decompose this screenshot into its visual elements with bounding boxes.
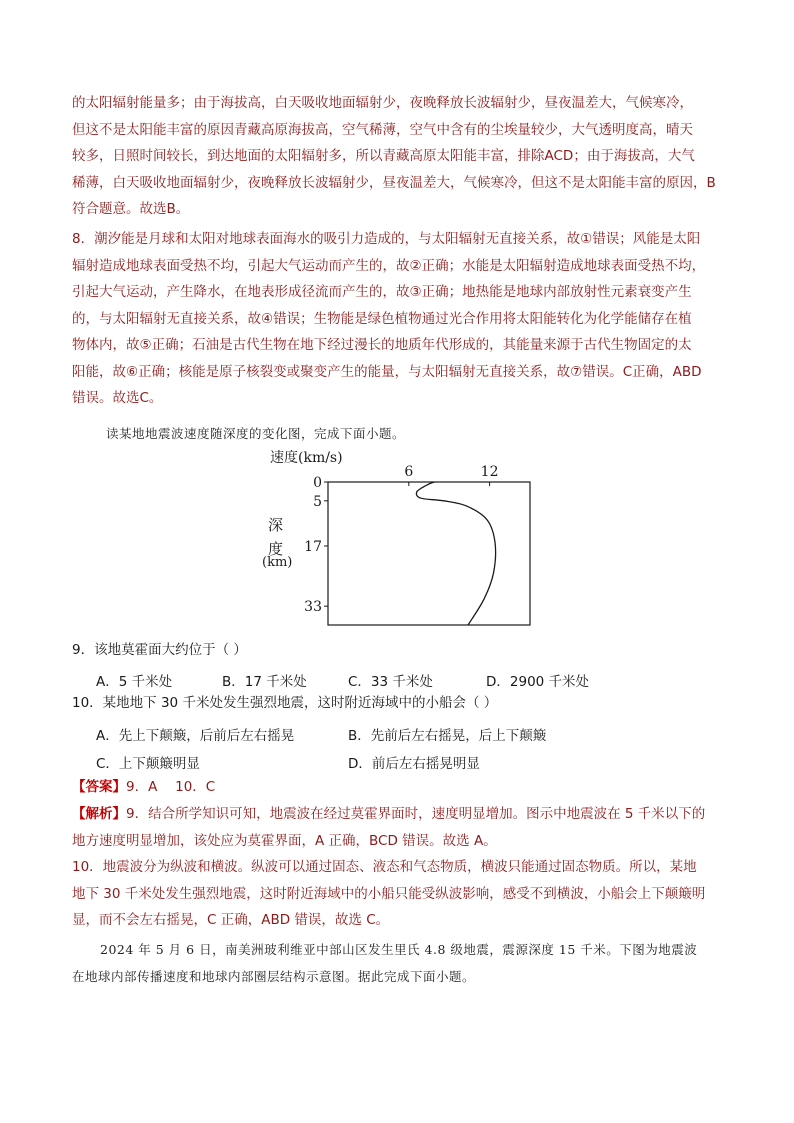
plot-frame [328,482,530,625]
text-line: 错误。故选C。 [72,390,163,406]
q9-option-b[interactable]: B．17 千米处 [222,674,307,690]
q9-option-a[interactable]: A．5 千米处 [96,674,173,690]
analysis [72,801,740,934]
y-tick-label: 5 [313,493,322,510]
text-line: 地方速度明显增加，该处应为莫霍界面，A 正确，BCD 错误。故选 A。 [72,832,497,849]
text-line: 8．潮汐能是月球和太阳对地球表面海水的吸引力造成的，与太阳辐射无直接关系，故①错误；风能是太阳 [72,231,701,247]
intro2-line2: 在地球内部传播速度和地球内部圈层结构示意图。据此完成下面小题。 [72,969,476,984]
text-line: 但这不是太阳能丰富的原因青藏高原海拔高，空气稀薄，空气中含有的尘埃量较少，大气透明度高，晴天 [72,121,693,138]
text-line: 10．地震波分为纵波和横波。纵波可以通过固态、液态和气态物质，横波只能通过固态物质。所以，某地 [72,859,697,875]
text-line: 较多，日照时间较长，到达地面的太阳辐射多，所以青藏高原太阳能丰富，排除ACD；由于海拔高，大气 [72,148,695,164]
y-axis-label-char-1: 深 [268,516,284,534]
answer-text: 9．A 10．C [126,779,216,795]
text-line: 物体内，故⑤正确；石油是古代生物在地下经过漫长的地质年代形成的，其能量来源于古代生物固定的太 [72,337,692,353]
question-10-stem: 10．某地地下 30 千米处发生强烈地震，这时附近海域中的小船会（ ） [72,695,498,711]
intro2-line1: 2024 年 5 月 6 日，南美洲玻利维亚中部山区发生里氏 4.8 级地震，震源深度 15 千米。下图为地震波 [100,942,698,957]
text-line: 9．结合所学知识可知，地震波在经过莫霍界面时，速度明显增加。图示中地震波在 5 千米以下的 [126,806,706,822]
answer-7-continuation [72,90,740,223]
text-line: 稀薄，白天吸收地面辐射少，夜晚释放长波辐射少，昼夜温差大，气候寒冷，但这不是太阳能丰富的原因，B [72,174,716,191]
x-axis-label: 速度(km/s) [270,450,343,466]
q10-option-a[interactable]: A．先上下颠簸，后前后左右摇晃 [96,728,295,744]
y-tick-label: 33 [304,599,322,616]
y-axis-label-char-2: 度 [268,540,284,558]
intro-text: 读某地地震波速度随深度的变化图，完成下面小题。 [106,426,406,441]
answer-tag: 【答案】 [72,779,126,795]
text-line: 的太阳辐射能量多；由于海拔高，白天吸收地面辐射少，夜晚释放长波辐射少，昼夜温差大，气候寒冷， [72,95,693,111]
x-tick-label: 12 [480,464,499,480]
y-axis-label-unit: (km) [262,555,293,570]
q9-option-d[interactable]: D．2900 千米处 [486,674,590,690]
q10-option-b[interactable]: B．先前后左右摇晃，后上下颠簸 [348,728,547,744]
text-line: 阳能，故⑥正确；核能是原子核裂变或聚变产生的能量，与太阳辐射无直接关系，故⑦错误。C正确，ABD [72,363,702,380]
q9-option-c[interactable]: C．33 千米处 [348,674,433,690]
seismic-velocity-chart [262,450,542,630]
text-line: 符合题意。故选B。 [72,201,190,217]
y-tick-label: 17 [304,538,322,555]
question-9-stem: 9．该地莫霍面大约位于（ ） [72,642,247,658]
answer-key [72,774,740,801]
text-line: 显，而不会左右摇晃，C 正确，ABD 错误，故选 C。 [72,912,390,928]
text-line: 的，与太阳辐射无直接关系，故④错误；生物能是绿色植物通过光合作用将太阳能转化为化学能储存在植 [72,310,692,327]
text-line: 地下 30 千米处发生强烈地震，这时附近海域中的小船只能受纵波影响，感受不到横波，小船会上下颠簸明 [72,885,706,902]
text-line: 引起大气运动，产生降水，在地表形成径流而产生的，故③正确；地热能是地球内部放射性元素衰变产生 [72,284,692,300]
velocity-curve [416,482,495,625]
x-tick-label: 6 [404,464,414,480]
text-line: 辐射造成地球表面受热不均，引起大气运动而产生的，故②正确；水能是太阳辐射造成地球表面受热不均， [72,257,706,274]
q10-option-d[interactable]: D．前后左右摇晃明显 [348,756,480,772]
answer-8 [72,226,740,412]
q10-option-c[interactable]: C．上下颠簸明显 [96,756,200,772]
y-tick-label: 0 [313,475,322,491]
analysis-tag: 【解析】 [72,806,126,822]
